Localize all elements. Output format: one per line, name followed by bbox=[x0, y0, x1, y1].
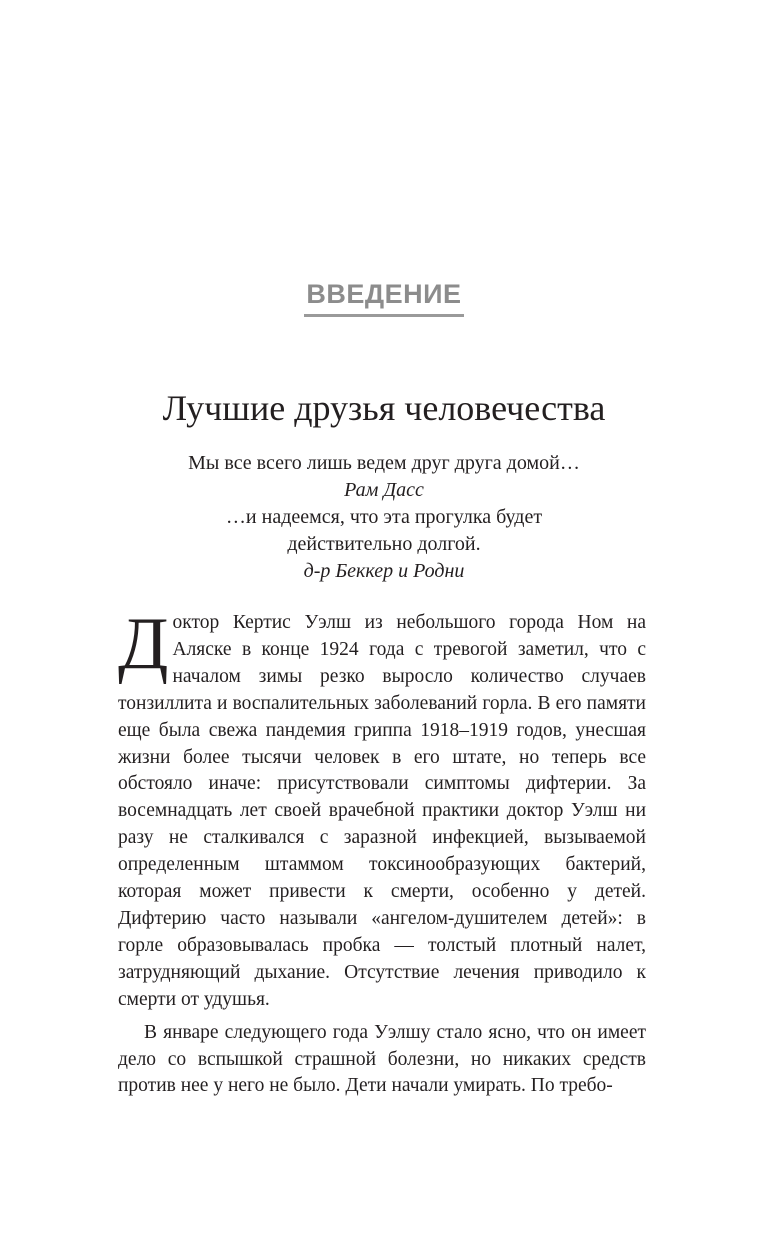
epigraph bbox=[120, 450, 648, 585]
epigraph-author-1: Рам Дасс bbox=[344, 479, 424, 501]
section-label bbox=[0, 278, 768, 317]
chapter-title: Лучшие друзья человечества bbox=[162, 388, 606, 428]
paragraph-1 bbox=[118, 603, 646, 1014]
drop-cap: Д bbox=[118, 603, 169, 685]
paragraph-1-text: октор Кертис Уэлш из небольшого города Ном на Аляске в конце 1924 года с тревогой заметил, что с началом зимы резко выросло количество случаев тонзиллита и воспалительных заболеваний горла. В его памяти еще была свежа пандемия гриппа 1918–1919 годов, унесшая жизни более тысячи человек в его штате, но теперь все обстояло иначе: присутствовали симптомы дифтерии. За восемнадцать лет своей врачебной практики доктор Уэлш ни разу не сталкивался с заразной инфекцией, вызываемой определенным штаммом токсинообразующих бактерий, которая может привести к смерти, особенно у детей. Дифтерию часто называли «ангелом-душителем детей»: в горле образовывалась пробка — толстый плотный налет, затрудняющий дыхание. Отсутствие лечения приводило к смерти от удушья. bbox=[118, 612, 646, 1010]
body-text bbox=[118, 603, 646, 1100]
epigraph-quote-2-line-1: …и надеемся, что эта прогулка будет bbox=[225, 506, 543, 528]
epigraph-author-2: д-р Беккер и Родни bbox=[303, 560, 465, 582]
section-label-text: ВВЕДЕНИЕ bbox=[304, 278, 463, 317]
paragraph-2: В январе следующего года Уэлшу стало ясно, что он имеет дело со вспышкой страшной болезни, но никаких средств против нее у него не было. Дети начали умирать. По требо- bbox=[118, 1021, 646, 1097]
epigraph-quote-1: Мы все всего лишь ведем друг друга домой… bbox=[188, 452, 580, 474]
epigraph-quote-2-line-2: действительно долгой. bbox=[287, 533, 481, 555]
